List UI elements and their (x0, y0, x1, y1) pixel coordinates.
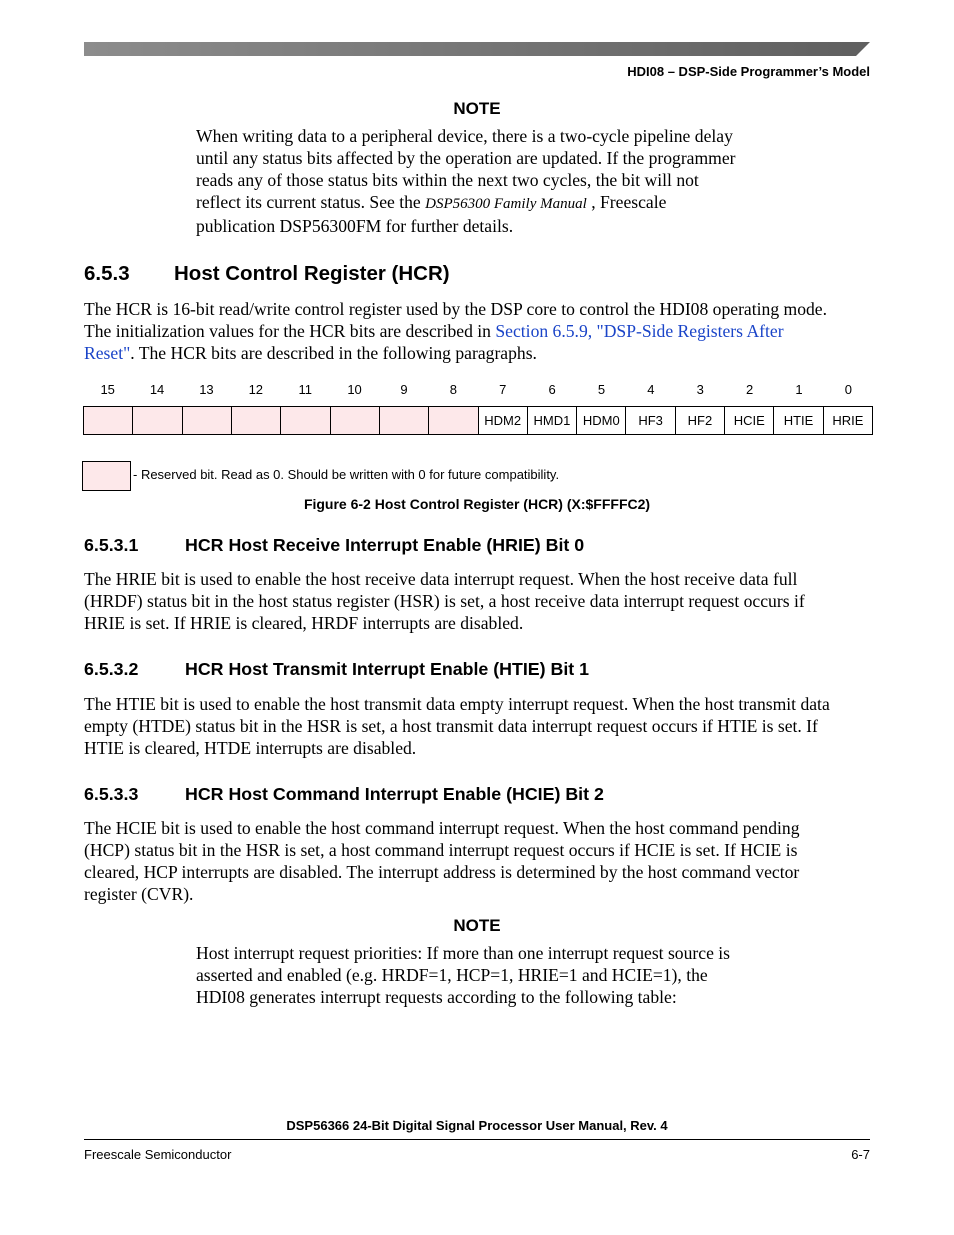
running-head: HDI08 – DSP-Side Programmer’s Model (627, 64, 870, 79)
bit-cell-hf2: HF2 (675, 407, 724, 434)
subsection-heading (84, 784, 604, 805)
bit-cell-hdm0: HDM0 (576, 407, 625, 434)
subsection-number: 6.5.3.3 (84, 784, 139, 804)
para-line: The HCR is 16-bit read/write control register used by the DSP core to control the HDI08 operating mode. (84, 299, 828, 319)
bit-cell-hdm2: HDM2 (478, 407, 527, 434)
section-link[interactable]: Reset" (84, 343, 131, 363)
bit-number: 10 (347, 382, 362, 397)
bit-cell-hmd1: HMD1 (527, 407, 576, 434)
subsection-title: HCR Host Command Interrupt Enable (HCIE) Bit 2 (185, 784, 604, 804)
manual-title: DSP56300 Family Manual (425, 196, 587, 212)
section-title: Host Control Register (HCR) (174, 262, 450, 285)
reserved-bit-cell (428, 407, 477, 434)
subsection-number: 6.5.3.1 (84, 535, 139, 555)
para-line: The HRIE bit is used to enable the host receive data interrupt request. When the host receive data full (84, 569, 798, 589)
note-text: reflect its current status. See the (196, 192, 421, 212)
bit-cell-hcie: HCIE (724, 407, 773, 434)
reserved-legend-swatch (82, 461, 131, 491)
bit-number: 7 (499, 382, 507, 397)
bit-number: 2 (745, 382, 754, 397)
bit-number: 12 (248, 382, 264, 397)
bit-cell-hrie: HRIE (823, 407, 872, 434)
reserved-bit-cell (330, 407, 379, 434)
bit-number: 9 (400, 382, 408, 397)
note-line: Host interrupt request priorities: If more than one interrupt request source is (196, 943, 731, 963)
reserved-bit-cell (84, 407, 132, 434)
bit-number: 3 (696, 382, 704, 397)
reserved-bit-cell (132, 407, 181, 434)
para-line: The HTIE bit is used to enable the host transmit data empty interrupt request. When the host transmit data (84, 694, 830, 714)
para-line: The HCIE bit is used to enable the host command interrupt request. When the host command pending (84, 818, 800, 838)
note-line: asserted and enabled (e.g. HRDF=1, HCP=1, HRIE=1 and HCIE=1), the (196, 965, 708, 985)
note-title: NOTE (453, 916, 501, 935)
footer-rule (84, 1139, 870, 1140)
section-heading (84, 262, 450, 286)
note-title: NOTE (453, 99, 501, 118)
subsection-number: 6.5.3.2 (84, 659, 139, 679)
subsection-heading (84, 659, 589, 680)
subsection-title: HCR Host Transmit Interrupt Enable (HTIE) Bit 1 (185, 659, 590, 679)
note-line (196, 191, 776, 215)
para-line: register (CVR). (84, 884, 194, 904)
reserved-bit-cell (379, 407, 428, 434)
para-line: (HRDF) status bit in the host status register (HSR) is set, a host receive data interrupt request occurs if (84, 591, 805, 611)
para-line: (HCP) status bit in the HSR is set, a host command interrupt request occurs if HCIE is set. If HCIE is (84, 840, 798, 860)
bit-number: 5 (597, 382, 606, 397)
para-text: The initialization values for the HCR bits are described in (84, 321, 491, 341)
bit-number: 8 (449, 382, 457, 397)
subsection-body (84, 817, 874, 905)
para-text: . The HCR bits are described in the following paragraphs. (130, 343, 537, 363)
reserved-bit-cell (182, 407, 231, 434)
section-link[interactable]: Section 6.5.9, "DSP-Side Registers After (495, 321, 784, 341)
subsection-body (84, 693, 874, 759)
note-line: HDI08 generates interrupt requests according to the following table: (196, 987, 677, 1007)
reserved-legend-text: - Reserved bit. Read as 0. Should be written with 0 for future compatibility. (133, 467, 560, 482)
bit-cell-htie: HTIE (773, 407, 822, 434)
reserved-bit-cell (231, 407, 280, 434)
para-line: empty (HTDE) status bit in the HSR is set, a host transmit data interrupt request occurs if HTIE is set. If (84, 716, 818, 736)
note-line: reads any of those status bits within the next two cycles, the bit will not (196, 170, 699, 190)
bit-number: 14 (149, 382, 165, 397)
subsection-body (84, 568, 874, 634)
para-line: HTIE is cleared, HTDE interrupts are disabled. (84, 738, 417, 758)
bit-number: 6 (548, 382, 556, 397)
register-bit-row (83, 406, 873, 435)
figure-caption: Figure 6-2 Host Control Register (HCR) (X:$FFFFC2) (303, 496, 651, 512)
note-text: , Freescale (591, 192, 667, 212)
bit-number: 13 (199, 382, 214, 397)
note-line: publication DSP56300FM for further details. (196, 216, 514, 236)
bit-number: 4 (647, 382, 655, 397)
header-bar (84, 42, 870, 56)
footer-company: Freescale Semiconductor (84, 1147, 232, 1162)
subsection-title: HCR Host Receive Interrupt Enable (HRIE) Bit 0 (185, 535, 585, 555)
bit-number-row (83, 382, 873, 400)
note-line: until any status bits affected by the operation are updated. If the programmer (196, 148, 736, 168)
para-line: cleared, HCP interrupts are disabled. The interrupt address is determined by the host command vector (84, 862, 800, 882)
page-number: 6-7 (851, 1147, 870, 1162)
bit-number: 1 (795, 382, 803, 397)
subsection-heading (84, 535, 584, 556)
note-body (196, 942, 776, 1008)
bit-number: 0 (844, 382, 852, 397)
para-line (84, 342, 874, 364)
footer-document-title: DSP56366 24-Bit Digital Signal Processor User Manual, Rev. 4 (286, 1118, 668, 1133)
para-line: HRIE is set. If HRIE is cleared, HRDF interrupts are disabled. (84, 613, 524, 633)
reserved-bit-cell (280, 407, 329, 434)
section-number: 6.5.3 (84, 262, 130, 285)
section-body (84, 298, 874, 364)
note-body (196, 125, 776, 237)
bit-number: 11 (298, 382, 312, 397)
bit-number: 15 (100, 382, 115, 397)
bit-cell-hf3: HF3 (625, 407, 674, 434)
note-line: When writing data to a peripheral device, there is a two-cycle pipeline delay (196, 126, 733, 146)
para-line (84, 320, 874, 342)
